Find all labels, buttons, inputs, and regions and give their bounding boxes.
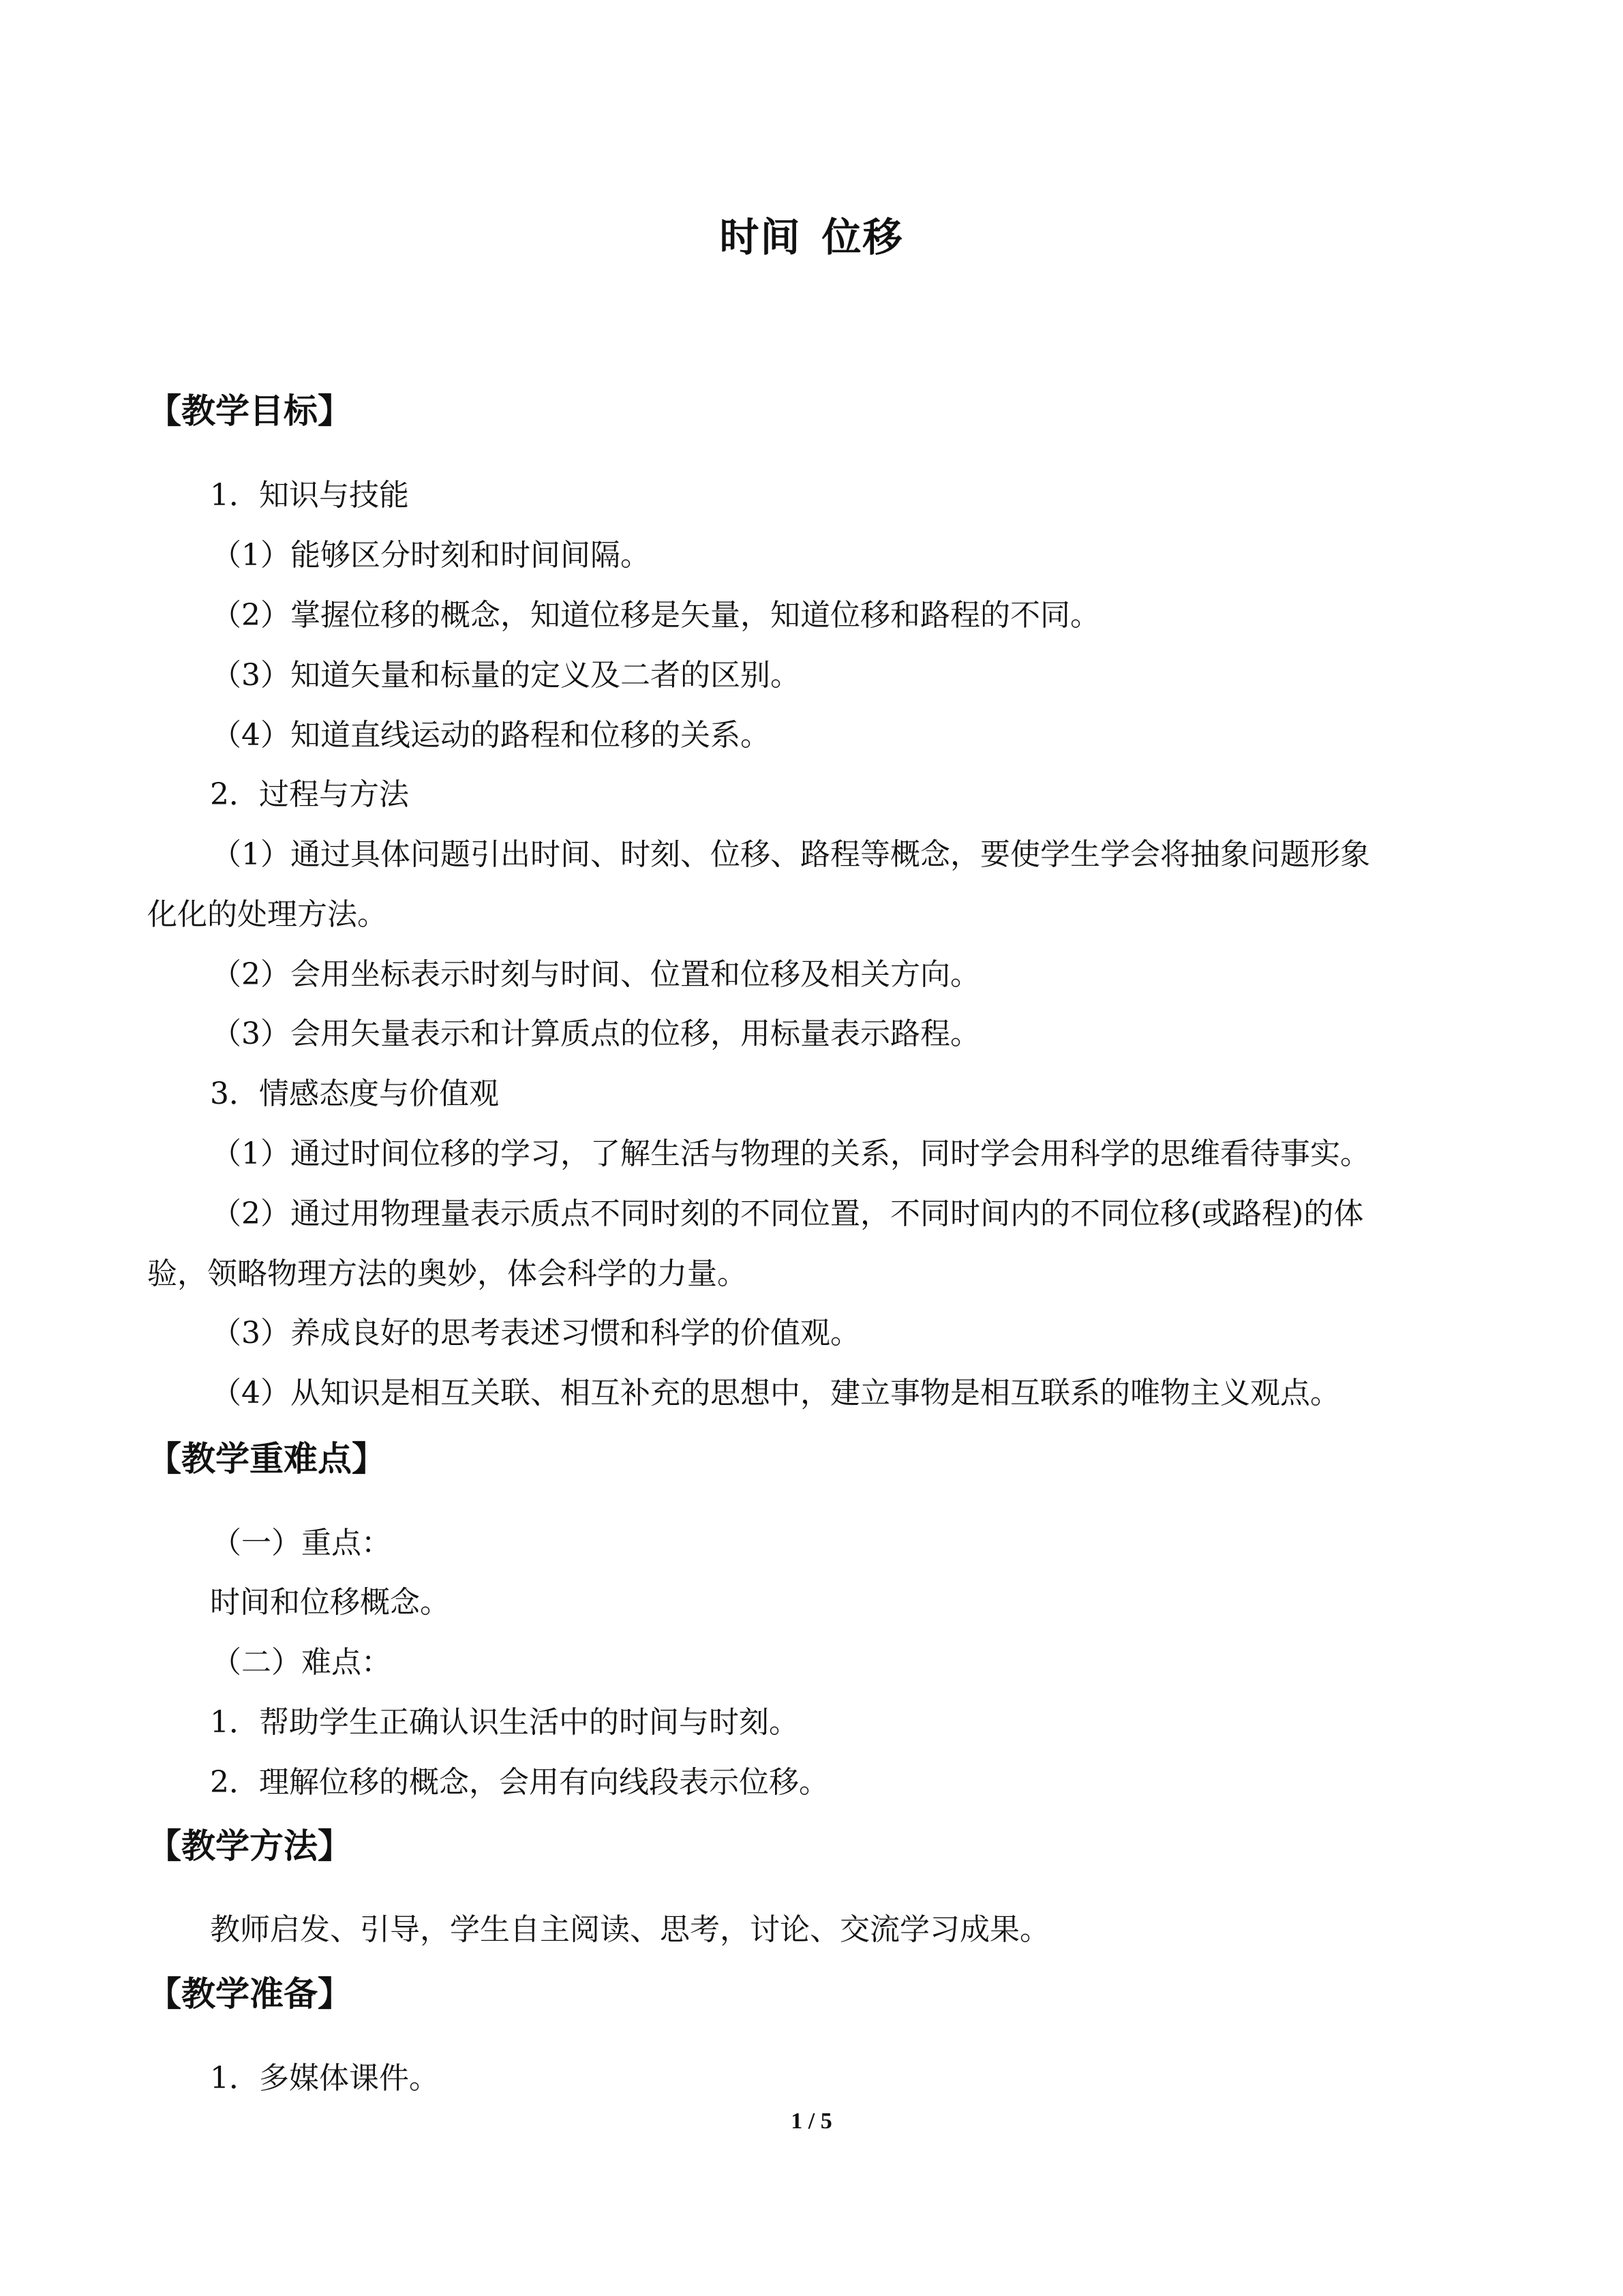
goals-item: （1）通过时间位移的学习，了解生活与物理的关系，同时学会用科学的思维看待事实。 — [211, 1136, 1370, 1171]
section-heading-preparation: 【教学准备】 — [147, 1974, 352, 2014]
methods-item: 教师启发、引导，学生自主阅读、思考，讨论、交流学习成果。 — [210, 1912, 1050, 1947]
goals-item: （2）通过用物理量表示质点不同时刻的不同位置，不同时间内的不同位移(或路程)的体 — [211, 1196, 1364, 1231]
key-points-item: 2．理解位移的概念，会用有向线段表示位移。 — [210, 1765, 829, 1800]
goals-item: （2）会用坐标表示时刻与时间、位置和位移及相关方向。 — [211, 957, 980, 992]
goals-item: （1）通过具体问题引出时间、时刻、位移、路程等概念，要使学生学会将抽象问题形象 — [211, 837, 1370, 872]
key-points-item: （一）重点： — [211, 1526, 391, 1560]
title-part-1: 时间 — [719, 214, 802, 260]
goals-item: （2）掌握位移的概念，知道位移是矢量，知道位移和路程的不同。 — [211, 598, 1100, 633]
title-part-2: 位移 — [821, 214, 904, 260]
goals-item: 验，领略物理方法的奥妙，体会科学的力量。 — [147, 1256, 747, 1291]
page-title — [0, 210, 1623, 265]
key-points-item: 时间和位移概念。 — [210, 1585, 450, 1620]
goals-item: 化化的处理方法。 — [147, 897, 387, 932]
goals-item: （3）知道矢量和标量的定义及二者的区别。 — [211, 658, 800, 693]
preparation-item: 1．多媒体课件。 — [210, 2061, 439, 2096]
goals-item: 3．情感态度与价值观 — [210, 1076, 499, 1111]
goals-item: （1）能够区分时刻和时间间隔。 — [211, 538, 650, 573]
goals-item: （4）从知识是相互关联、相互补充的思想中，建立事物是相互联系的唯物主义观点。 — [211, 1376, 1340, 1410]
key-points-item: （二）难点： — [211, 1645, 391, 1680]
goals-item: （3）会用矢量表示和计算质点的位移，用标量表示路程。 — [211, 1016, 980, 1051]
goals-item: 2．过程与方法 — [210, 777, 409, 812]
goals-item: （4）知道直线运动的路程和位移的关系。 — [211, 718, 770, 753]
page-number: 1 / 5 — [791, 2109, 832, 2134]
goals-item: （3）养成良好的思考表述习惯和科学的价值观。 — [211, 1316, 860, 1350]
key-points-item: 1．帮助学生正确认识生活中的时间与时刻。 — [210, 1705, 799, 1740]
goals-item: 1．知识与技能 — [210, 478, 409, 513]
section-heading-key-points: 【教学重难点】 — [147, 1439, 386, 1479]
section-heading-goals: 【教学目标】 — [147, 391, 352, 431]
section-heading-methods: 【教学方法】 — [147, 1826, 352, 1866]
